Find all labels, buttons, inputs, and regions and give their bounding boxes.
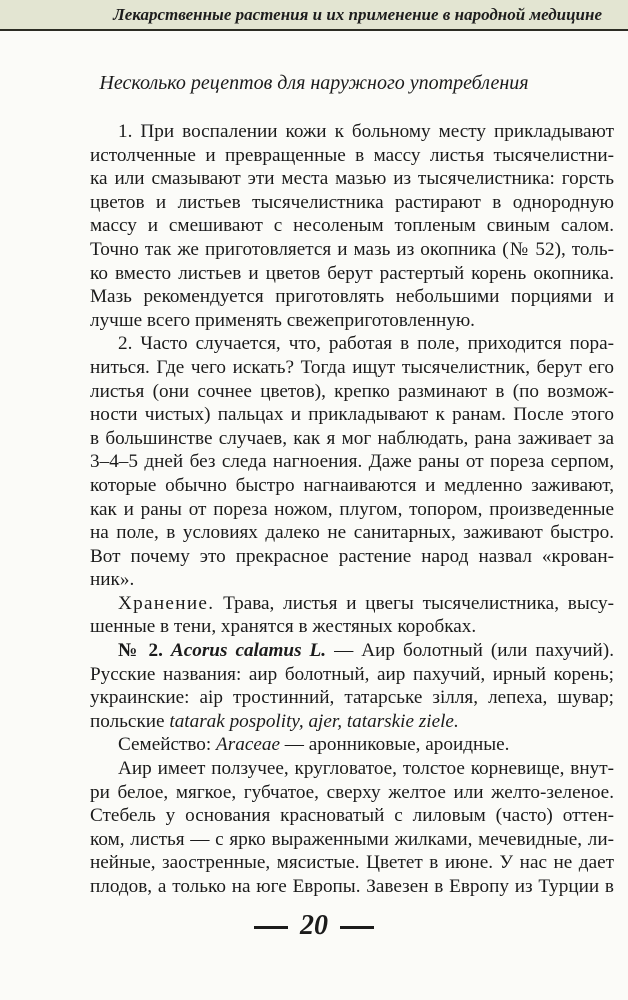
- running-head-band: [0, 0, 628, 31]
- paragraph-1-line: ко вместо листьев и цветов берут растертый корень окопника.: [90, 262, 614, 284]
- description-line: плодов, а только на юге Европы. Завезен в Европу из Турции в: [90, 876, 614, 897]
- paragraph-2-line: как и раны от пореза ножом, плугом, топором, произведенные: [90, 498, 614, 520]
- paragraph-2-line: листья (они сочнее цветов), крепко разминают в (по возмож-: [90, 380, 614, 402]
- page-number-block: [0, 910, 628, 942]
- paragraph-2-line: 3–4–5 дней без следа нагноения. Даже раны от пореза серпом,: [90, 451, 614, 473]
- page-body: [90, 120, 614, 899]
- family-line: [90, 733, 614, 757]
- description-line: Стебель у основания красноватый с лиловым (часто) оттен-: [90, 805, 614, 827]
- description-line: ри белое, мягкое, губчатое, сверху желтое или желто-зеленое.: [90, 781, 614, 803]
- page-number: 20: [300, 910, 328, 941]
- paragraph-1-line: лучше всего применять свежеприготовленную.: [90, 309, 475, 331]
- entry-line: украинские: аiр тростинний, татарське зiлля, лепеха, шувар;: [90, 687, 614, 709]
- section-title: Несколько рецептов для наружного употребления: [99, 72, 529, 94]
- entry-number: № 2.: [118, 640, 163, 662]
- paragraph-2-line: ности чистых) пальцах и прикладывают к ранам. После этого: [90, 404, 614, 426]
- description-line: Аир имеет ползучее, кругловатое, толстое корневище, внут-: [118, 758, 614, 780]
- family-latin: Araceae: [216, 734, 280, 756]
- storage-line: шенные в тени, хранятся в жестяных коробках.: [90, 616, 477, 638]
- entry-line: Русские названия: аир болотный, аир пахучий, ирный корень;: [90, 663, 614, 685]
- folio-dash-left: [254, 926, 288, 929]
- entry-heading-line: [90, 639, 614, 663]
- entry-polish-names: tatarak pospolity, ajer, tatarskie ziele.: [169, 710, 459, 732]
- entry-polish-prefix: польские: [90, 710, 165, 732]
- family-names: — аронниковые, ароидные.: [284, 734, 510, 756]
- paragraph-1-line: Мазь рекомендуется приготовлять небольшими порциями и: [90, 286, 614, 308]
- family-label: Семейство:: [118, 734, 212, 756]
- storage-text: Трава, листья и цвегы тысячелистника, высу-: [223, 592, 614, 614]
- paragraph-1-line: цветов и листьев тысячелистника растирают в однородную: [90, 191, 614, 213]
- paragraph-1-line: Точно так же приготовляется и мазь из окопника (№ 52), толь-: [90, 238, 614, 260]
- paragraph-2-line: которые обычно быстро нагнаиваются и медленно заживают,: [90, 474, 614, 496]
- folio-dash-right: [340, 926, 374, 929]
- entry-latin-name: Acorus calamus L.: [170, 640, 327, 662]
- description-line: ком, листья — с ярко выраженными жилками, мечевидные, ли-: [90, 828, 614, 850]
- paragraph-2-line: на поле, в условиях далеко не санитарных, заживают быстро.: [90, 522, 614, 544]
- paragraph-1-line: ка или смазывают эти места мазью из тысячелистника: горсть: [90, 168, 614, 190]
- paragraph-2-line: Вот почему это прекрасное растение народ назвал «крован-: [90, 545, 614, 567]
- storage-label: Хранение.: [118, 592, 215, 614]
- running-head: Лекарственные растения и их применение в народной медицине: [113, 5, 602, 24]
- paragraph-2-line: 2. Часто случается, что, работая в поле, приходится пора-: [118, 333, 614, 355]
- paragraph-1-line: 1. При воспалении кожи к больному месту прикладывают: [118, 121, 614, 142]
- description-line: нейные, заостренные, мясистые. Цветет в июне. У нас не дает: [90, 852, 614, 874]
- paragraph-2-line: ник».: [90, 569, 135, 591]
- storage-line: [90, 592, 614, 616]
- entry-common-name: — Аир болотный (или пахучий).: [334, 640, 614, 662]
- paragraph-1-line: массу и смешивают с несоленым топленым свиным салом.: [90, 215, 614, 237]
- paragraph-2-line: ниться. Где чего искать? Тогда ищут тысячелистник, берут его: [90, 356, 614, 378]
- paragraph-2-line: в большинстве случаев, как я мог наблюдать, рана заживает за: [90, 427, 614, 449]
- entry-line: [90, 710, 614, 734]
- paragraph-1-line: истолченные и превращенные в массу листья тысячелистни-: [90, 144, 614, 166]
